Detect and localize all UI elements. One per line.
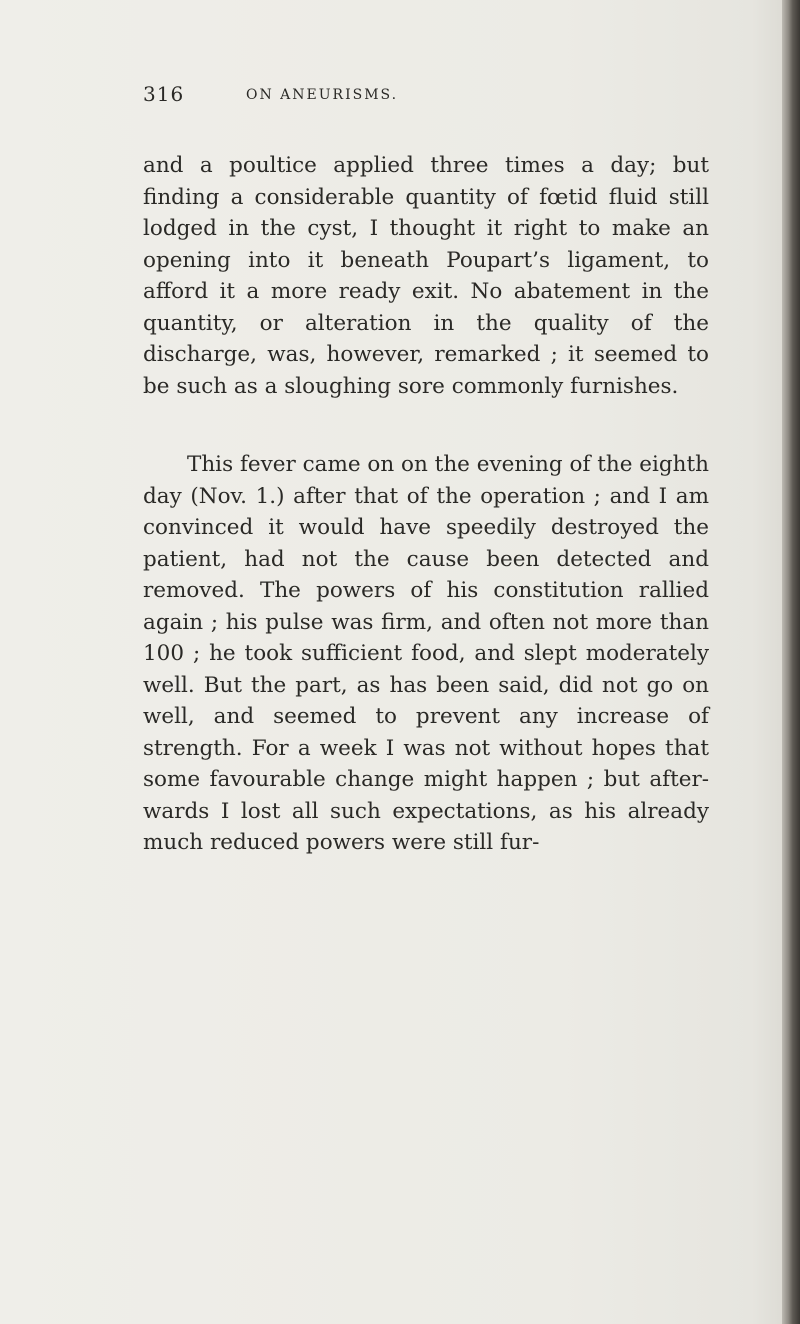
- page-number: 316: [143, 82, 185, 106]
- body-text: [143, 150, 709, 859]
- running-head: ON ANEURISMS.: [246, 87, 399, 103]
- page-edge-shadow: [782, 0, 800, 1324]
- page-header: [143, 82, 703, 112]
- paragraph-1: and a poultice applied three times a day; but finding a considerable quantity of fœtid fluid still lodged in the cyst, I thought it right to make an opening into it beneath Poupart’s ligament, to afford it a more ready exit. No abatement in the quantity, or alteration in the quality of the discharge, was, however, remarked ; it seemed to be such as a sloughing sore commonly furnishes.: [143, 153, 709, 399]
- paragraph-2: This fever came on on the evening of the eighth day (Nov. 1.) after that of the operation ; and I am convinced it would have speedily destroyed the patient, had not the cause been detected and removed. The powers of his constitution rallied again ; his pulse was firm, and often not more than 100 ; he took sufficient food, and slept moderately well. But the part, as has been said, did not go on well, and seemed to prevent any increase of strength. For a week I was not without hopes that some favourable change might happen ; but afterwards I lost all such expectations, as his already much reduced powers were still fur-: [143, 452, 709, 855]
